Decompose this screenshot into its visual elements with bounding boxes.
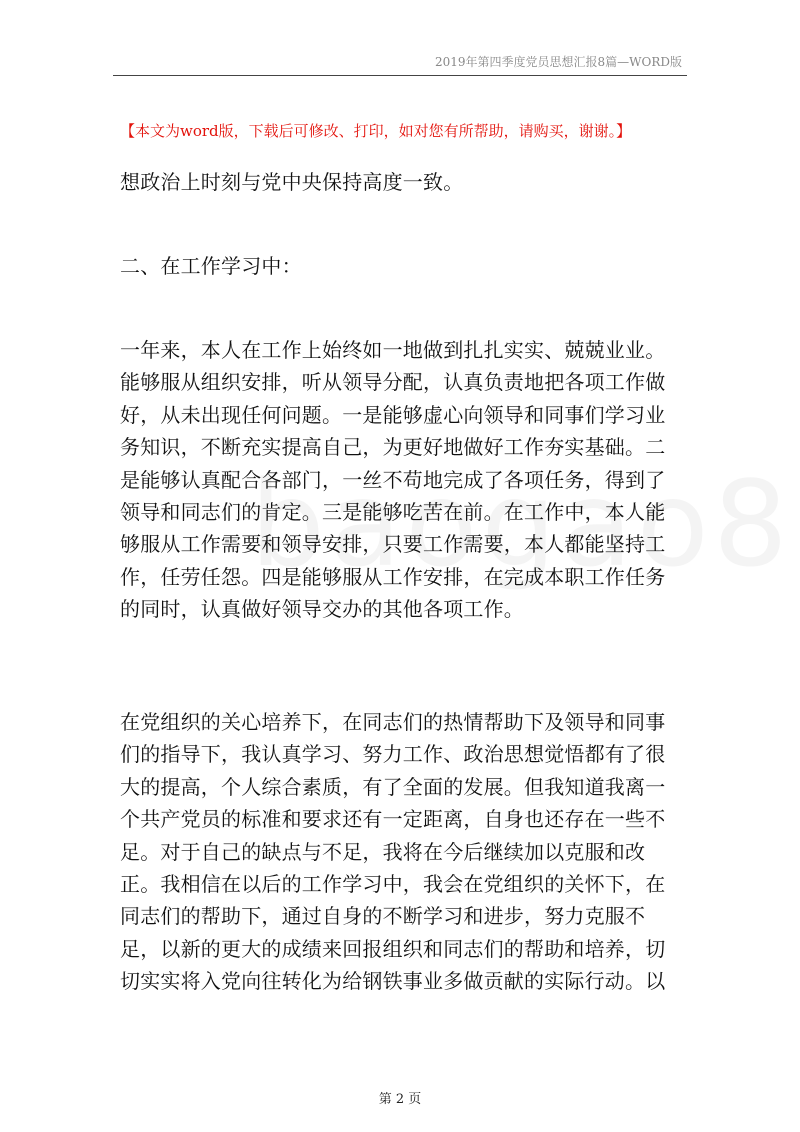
section-heading: 二、在工作学习中： [120, 254, 302, 278]
paragraph-growth: 在党组织的关心培养下，在同志们的热情帮助下及领导和同事们的指导下，我认真学习、努力工作、政治思想觉悟都有了很大的提高，个人综合素质，有了全面的发展。但我知道我离一个共产党员的标准和要求还有一定距离，自身也还存在一些不足。对于自己的缺点与不足，我将在今后继续加以克服和改正。我相信在以后的工作学习中，我会在党组织的关怀下，在同志们的帮助下，通过自身的不断学习和进步，努力克服不足，以新的更大的成绩来回报组织和同志们的帮助和培养，切切实实将入党向往转化为给钢铁事业多做贡献的实际行动。以 [120, 710, 666, 994]
header-divider [113, 75, 687, 76]
paragraph-work: 一年来，本人在工作上始终如一地做到扎扎实实、兢兢业业。能够服从组织安排，听从领导分配，认真负责地把各项工作做好，从未出现任何问题。一是能够虚心向领导和同事们学习业务知识，不断充实提高自己，为更好地做好工作夯实基础。二是能够认真配合各部门，一丝不苟地完成了各项任务，得到了领导和同志们的肯定。三是能够吃苦在前。在工作中，本人能够服从工作需要和领导安排，只要工作需要，本人都能坚持工作，任劳任怨。四是能够服从工作安排，在完成本职工作任务的同时，认真做好领导交办的其他各项工作。 [120, 338, 666, 622]
running-header: 2019年第四季度党员思想汇报8篇—WORD版 [434, 55, 682, 69]
download-notice: 【本文为word版，下载后可修改、打印，如对您有所帮助，请购买，谢谢。】 [120, 122, 632, 140]
paragraph-continuation: 想政治上时刻与党中央保持高度一致。 [120, 170, 464, 194]
page-number: 第 2 页 [378, 1092, 422, 1107]
